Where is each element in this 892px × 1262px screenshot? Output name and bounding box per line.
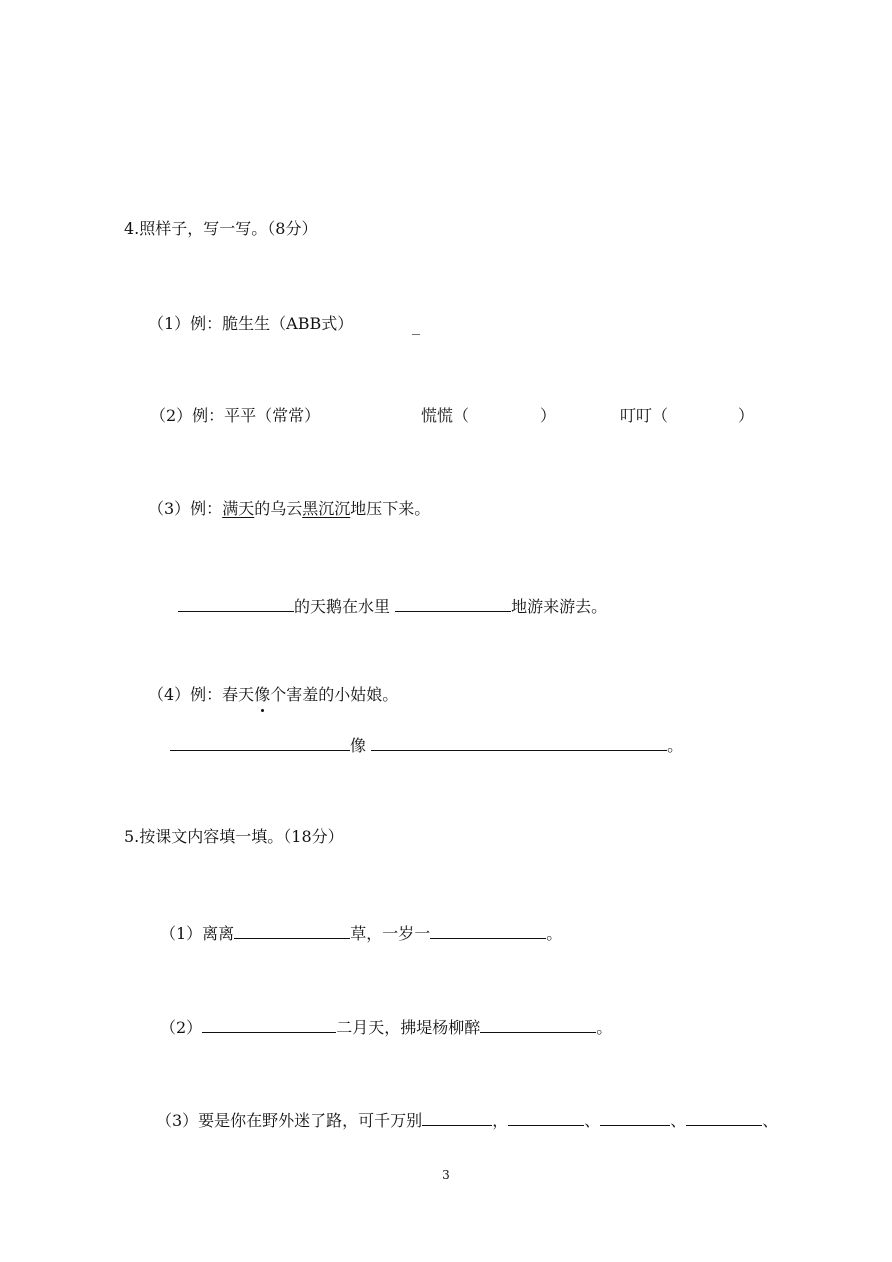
answer-blank[interactable] [178, 594, 294, 612]
q4-item3-underlined-2: 黑沉沉 [302, 499, 351, 518]
q4-item4-fill-end: 。 [667, 736, 684, 755]
answer-blank[interactable] [686, 1108, 762, 1126]
answer-blank[interactable] [395, 594, 511, 612]
q5-item3-sep2: 、 [584, 1111, 601, 1130]
q5-item3-prefix: （3）要是你在野外迷了路，可千万别 [156, 1111, 423, 1130]
q4-item3-fill [178, 594, 607, 617]
q4-item1-prefix: （1）例：脆生生（ABB式） [148, 314, 354, 333]
q5-heading: 5.按课文内容填一填。（18分） [124, 827, 344, 846]
q4-item2-word1: 慌慌（ [421, 406, 470, 425]
page-number: 3 [442, 1168, 450, 1182]
q4-item1 [148, 314, 353, 334]
answer-blank[interactable] [430, 921, 546, 939]
q5-item3-sep3: 、 [670, 1111, 687, 1130]
q5-item3-sep4: 、 [762, 1111, 779, 1130]
answer-blank[interactable] [234, 921, 350, 939]
q5-item3 [156, 1108, 778, 1131]
answer-blank[interactable] [480, 1015, 596, 1033]
q5-item2 [160, 1015, 612, 1038]
q5-item2-prefix: （2） [160, 1018, 203, 1037]
q4-item1-answer-mark: _ [412, 316, 420, 335]
q4-item3-underlined-1: 满天 [222, 499, 255, 518]
q5-item1-end: 。 [546, 924, 563, 943]
q5-item1 [160, 921, 562, 944]
q4-item3-fill-end: 地游来游去。 [511, 597, 608, 616]
q5-item2-mid: 二月天，拂堤杨柳醉 [336, 1018, 481, 1037]
q4-item3-fill-mid: 的天鹅在水里 [294, 597, 391, 616]
q5-item2-end: 。 [596, 1018, 613, 1037]
q4-item4-fill-mid: 像 [350, 736, 367, 755]
answer-blank[interactable] [202, 1015, 336, 1033]
answer-blank[interactable] [422, 1108, 492, 1126]
q4-item4-example [148, 685, 398, 705]
q4-item4-rest: 个害羞的小姑娘。 [270, 685, 399, 704]
q4-heading: 4.照样子，写一写。（8分） [124, 219, 318, 238]
q4-item3-mid: 的乌云 [254, 499, 303, 518]
answer-blank[interactable] [371, 733, 667, 751]
q4-item2-close2: ） [738, 406, 755, 425]
q4-item3-example [148, 499, 430, 519]
q4-item4-dotted-char: 像 [254, 685, 271, 704]
q4-item4-prefix: （4）例：春天 [148, 685, 255, 704]
q4-item4-fill [170, 733, 683, 756]
q4-item2-close1: ） [540, 406, 557, 425]
q5-item1-prefix: （1）离离 [160, 924, 235, 943]
q5-item3-sep1: ， [492, 1111, 509, 1130]
q4-item2-prefix: （2）例：平平（常常） [150, 406, 321, 425]
q4-item2-word2: 叮叮（ [620, 406, 669, 425]
answer-blank[interactable] [600, 1108, 670, 1126]
q5-item1-mid: 草，一岁一 [350, 924, 431, 943]
q4-item3-end: 地压下来。 [350, 499, 431, 518]
answer-blank[interactable] [170, 733, 350, 751]
q4-item3-prefix: （3）例： [148, 499, 223, 518]
answer-blank[interactable] [508, 1108, 584, 1126]
